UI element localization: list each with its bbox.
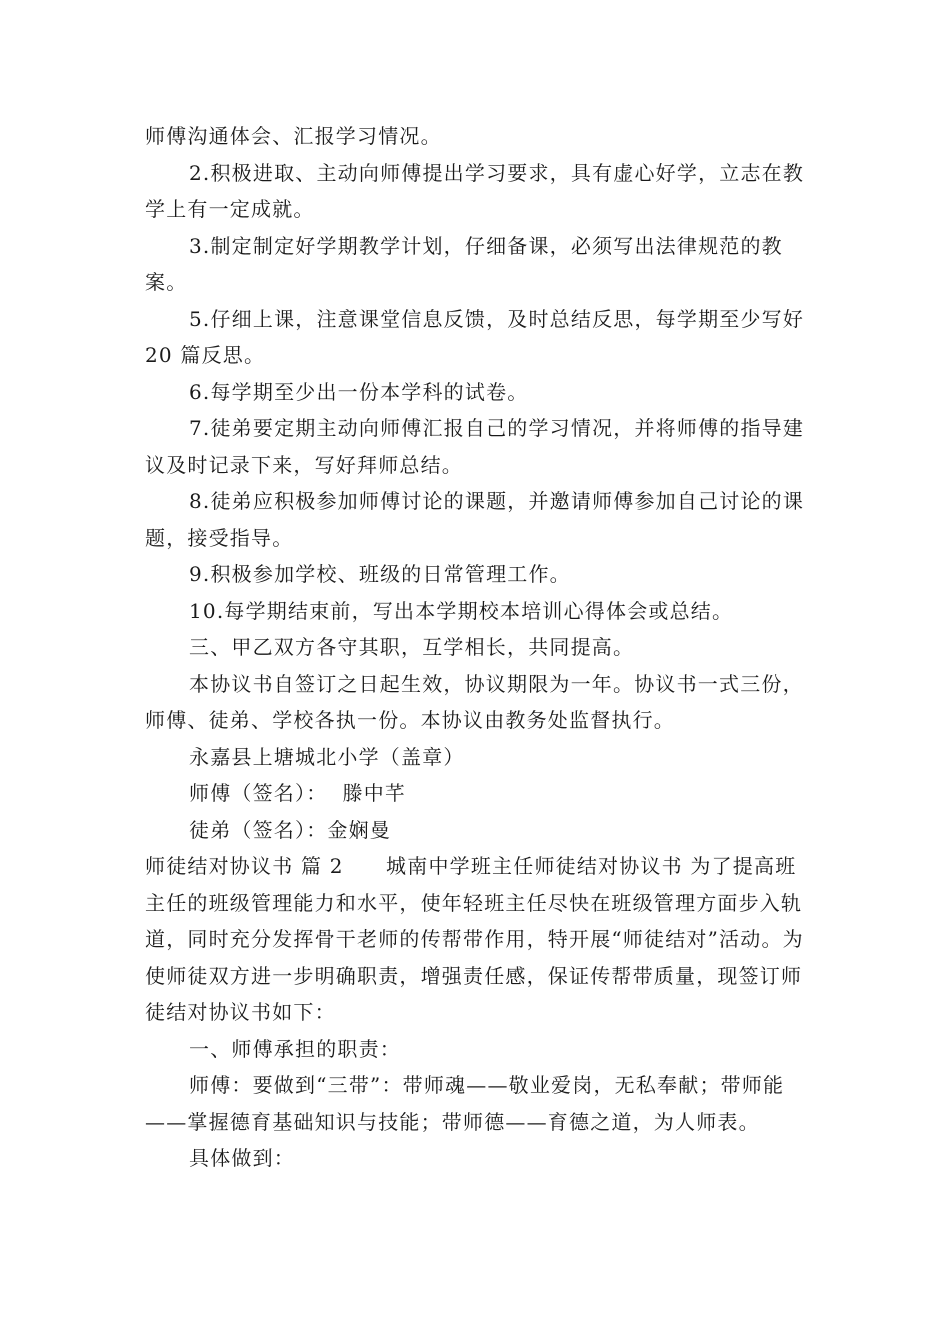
mentor-signature-line: 师傅（签名）： 滕中芊 [189,781,407,805]
paragraph-intro-continuation: 师傅沟通体会、汇报学习情况。 [145,124,442,148]
list-item-8: 8.徒弟应积极参加师傅讨论的课题，并邀请师傅参加自己讨论的课题，接受指导。 [145,489,805,550]
specific-duties-label: 具体做到： [189,1146,295,1170]
list-item-9: 9.积极参加学校、班级的日常管理工作。 [189,562,571,586]
list-item-7: 7.徒弟要定期主动向师傅汇报自己的学习情况，并将师傅的指导建议及时记录下来，写好拜师总结。 [145,416,805,477]
document-body [145,118,811,1177]
article-2-intro-paragraph: 师徒结对协议书 篇 2 城南中学班主任师徒结对协议书 为了提高班主任的班级管理能力和水平，使年轻班主任尽快在班级管理方面步入轨道，同时充分发挥骨干老师的传帮带作用，特开展“师徒结对”活动。为使师徒双方进一步明确职责，增强责任感，保证传帮带质量，现签订师徒结对协议书如下： [145,854,804,1024]
apprentice-signature-line: 徒弟（签名）：金娴曼 [189,817,391,842]
section-heading-3: 三、甲乙双方各守其职，互学相长，共同提高。 [189,635,635,659]
list-item-3: 3.制定制定好学期教学计划，仔细备课，必须写出法律规范的教案。 [145,233,783,294]
section-heading-1: 一、师傅承担的职责： [189,1036,401,1061]
agreement-validity-paragraph: 本协议书自签订之日起生效，协议期限为一年。协议书一式三份，师傅、徒弟、学校各执一份。本协议由教务处监督执行。 [145,671,804,732]
list-item-6: 6.每学期至少出一份本学科的试卷。 [189,379,529,404]
school-seal-line: 永嘉县上塘城北小学（盖章） [189,744,465,769]
list-item-2: 2.积极进取、主动向师傅提出学习要求，具有虚心好学，立志在教学上有一定成就。 [145,160,805,221]
list-item-5: 5.仔细上课，注意课堂信息反馈，及时总结反思，每学期至少写好 20 篇反思。 [145,306,805,367]
mentor-duties-paragraph: 师傅：要做到“三带”：带师魂——敬业爱岗，无私奉献；带师能——掌握德育基础知识与技能；带师德——育德之道，为人师表。 [145,1073,785,1134]
list-item-10: 10.每学期结束前，写出本学期校本培训心得体会或总结。 [189,598,734,623]
